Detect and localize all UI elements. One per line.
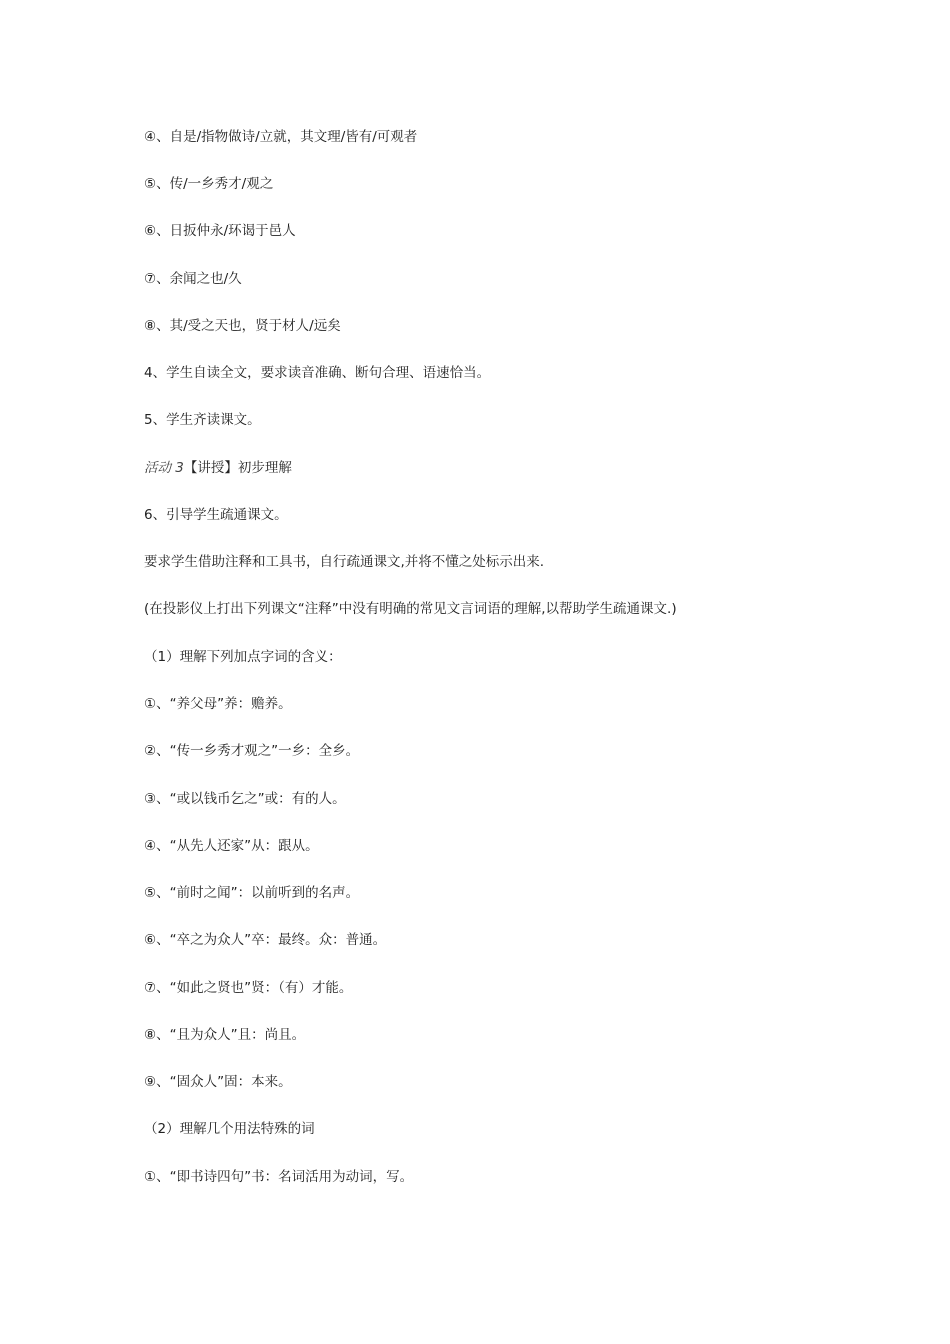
text-line-8: 6、引导学生疏通课文。 — [144, 507, 288, 523]
text-line-10: (在投影仪上打出下列课文“注释”中没有明确的常见文言词语的理解,以帮助学生疏通课文.) — [144, 601, 677, 617]
text-line-7: 5、学生齐读课文。 — [144, 412, 261, 428]
text-line-17: ⑥、“卒之为众人”卒：最终。众：普通。 — [144, 932, 387, 948]
text-line-22: ①、“即书诗四句”书：名词活用为动词，写。 — [144, 1169, 414, 1185]
text-line-20: ⑨、“固众人”固：本来。 — [144, 1074, 292, 1090]
activity-heading — [144, 459, 292, 477]
text-line-16: ⑤、“前时之闻”：以前听到的名声。 — [144, 885, 360, 901]
text-line-9: 要求学生借助注释和工具书，自行疏通课文,并将不懂之处标示出来. — [144, 554, 545, 570]
text-line-2: ⑤、传/一乡秀才/观之 — [144, 176, 274, 192]
text-line-11: （1）理解下列加点字词的含义： — [144, 649, 342, 665]
text-line-6: 4、学生自读全文，要求读音准确、断句合理、语速恰当。 — [144, 365, 491, 381]
text-line-15: ④、“从先人还家”从：跟从。 — [144, 838, 319, 854]
text-line-19: ⑧、“且为众人”且：尚且。 — [144, 1027, 306, 1043]
text-line-14: ③、“或以钱币乞之”或：有的人。 — [144, 791, 346, 807]
text-line-21: （2）理解几个用法特殊的词 — [144, 1121, 315, 1137]
text-line-12: ①、“养父母”养：赡养。 — [144, 696, 292, 712]
text-line-4: ⑦、余闻之也/久 — [144, 271, 242, 287]
text-line-3: ⑥、日扳仲永/环谒于邑人 — [144, 223, 296, 239]
text-line-1: ④、自是/指物做诗/立就，其文理/皆有/可观者 — [144, 129, 418, 145]
text-line-13: ②、“传一乡秀才观之”一乡：全乡。 — [144, 743, 360, 759]
activity-prefix: 活动 3 — [144, 460, 184, 476]
text-line-5: ⑧、其/受之天也，贤于材人/远矣 — [144, 318, 341, 334]
activity-title: 【讲授】初步理解 — [183, 460, 292, 476]
text-line-18: ⑦、“如此之贤也”贤：（有）才能。 — [144, 980, 353, 996]
